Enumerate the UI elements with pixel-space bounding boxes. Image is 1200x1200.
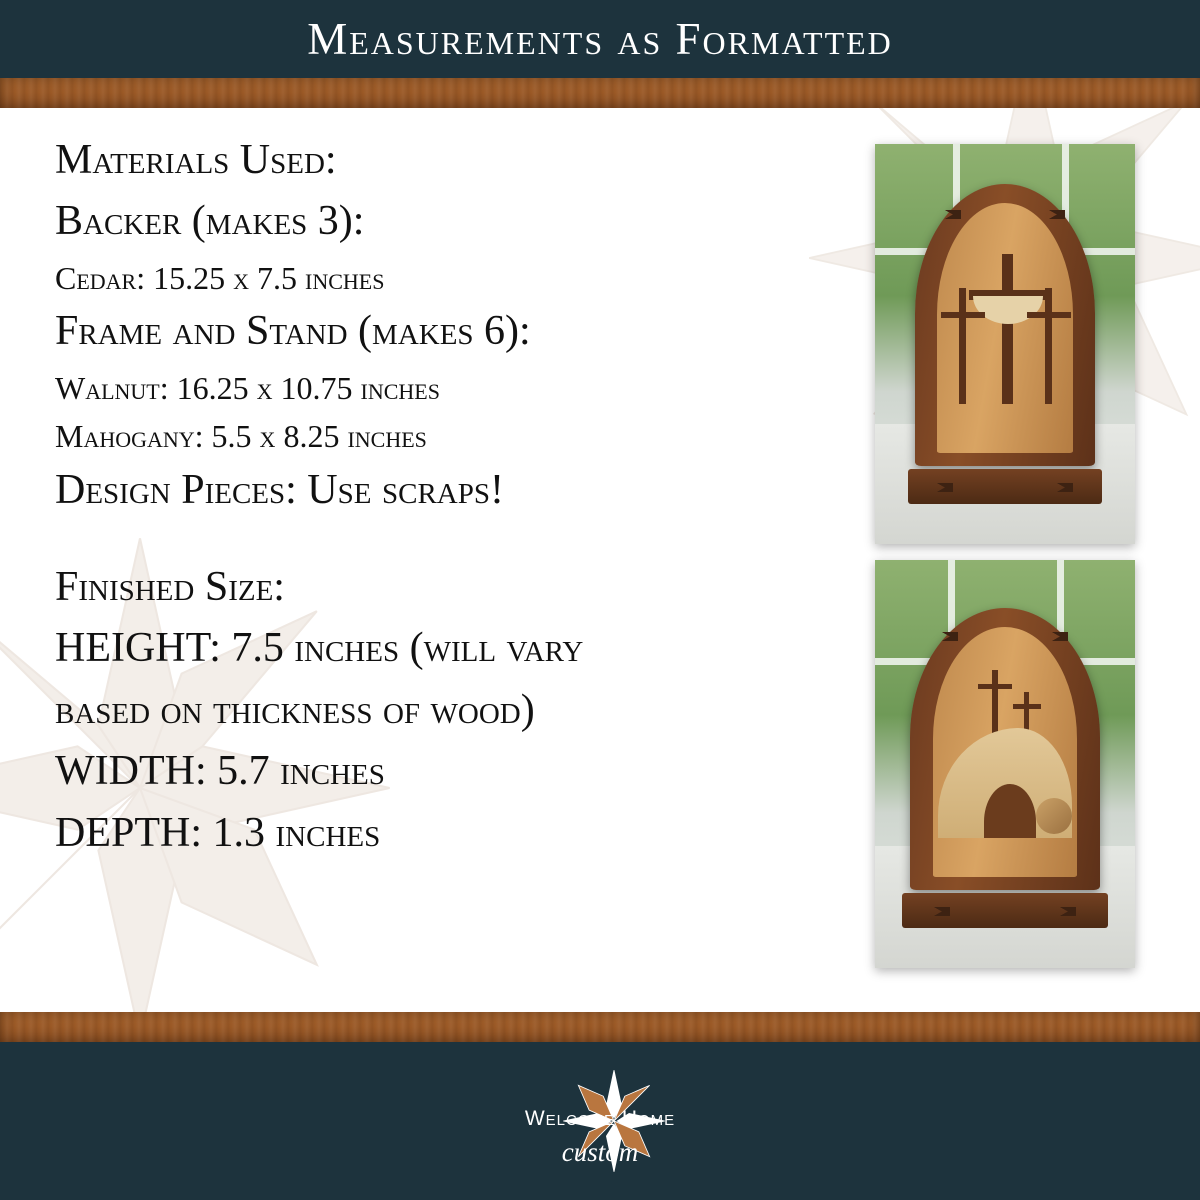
- frame-mahogany-line: Mahogany: 5.5 x 8.25 inches: [55, 418, 427, 455]
- wood-plaque: [910, 608, 1100, 928]
- brand-subtitle: custom: [561, 1137, 639, 1167]
- frame-walnut-line: Walnut: 16.25 x 10.75 inches: [55, 369, 440, 406]
- frame-and-stand-heading: Frame and Stand (makes 6):: [55, 308, 531, 355]
- bowtie-inlay-icon: [1060, 907, 1076, 916]
- right-cross-beam: [1027, 312, 1071, 318]
- backer-cedar-line: Cedar: 15.25 x 7.5 inches: [55, 259, 385, 296]
- bowtie-inlay-icon: [934, 907, 950, 916]
- bowtie-inlay-icon: [945, 210, 961, 219]
- three-crosses-wood-plaque-photo: [875, 144, 1135, 544]
- page-title: Measurements as Formatted: [307, 14, 893, 64]
- left-cross: [959, 288, 966, 404]
- bowtie-inlay-icon: [1052, 632, 1068, 641]
- footer-bar: [0, 1042, 1200, 1200]
- wood-divider-bottom: [0, 1012, 1200, 1042]
- finished-depth-line: DEPTH: 1.3 inches: [55, 809, 381, 856]
- right-cross-beam: [1013, 704, 1041, 709]
- spacer: [55, 529, 855, 565]
- tomb-stone: [1036, 798, 1072, 834]
- measurements-text-column: [55, 138, 855, 872]
- left-cross-beam: [941, 312, 985, 318]
- content-wrapper: [0, 108, 1200, 1012]
- center-cross-beam: [978, 684, 1012, 689]
- bowtie-inlay-icon: [942, 632, 958, 641]
- finished-height-line: HEIGHT: 7.5 inches (will vary: [55, 625, 584, 672]
- center-cross: [1002, 254, 1013, 404]
- bowtie-inlay-icon: [1057, 483, 1073, 492]
- brand-logo: [390, 1061, 810, 1181]
- bowtie-inlay-icon: [937, 483, 953, 492]
- header-bar: [0, 0, 1200, 78]
- right-cross: [1045, 288, 1052, 404]
- finished-height-line-continued: based on thickness of wood): [55, 686, 535, 733]
- design-pieces-line: Design Pieces: Use scraps!: [55, 466, 504, 513]
- backer-heading: Backer (makes 3):: [55, 198, 365, 245]
- bowtie-inlay-icon: [1049, 210, 1065, 219]
- brand-name: Welcome Home: [524, 1107, 676, 1130]
- wood-divider-top: [0, 78, 1200, 108]
- body-area: [0, 108, 1200, 1012]
- materials-used-heading: Materials Used:: [55, 137, 337, 183]
- center-cross: [992, 670, 998, 736]
- wood-plaque: [915, 184, 1095, 504]
- finished-width-line: WIDTH: 5.7 inches: [55, 748, 385, 795]
- finished-size-heading: Finished Size:: [55, 564, 285, 611]
- empty-tomb-wood-plaque-photo: [875, 560, 1135, 968]
